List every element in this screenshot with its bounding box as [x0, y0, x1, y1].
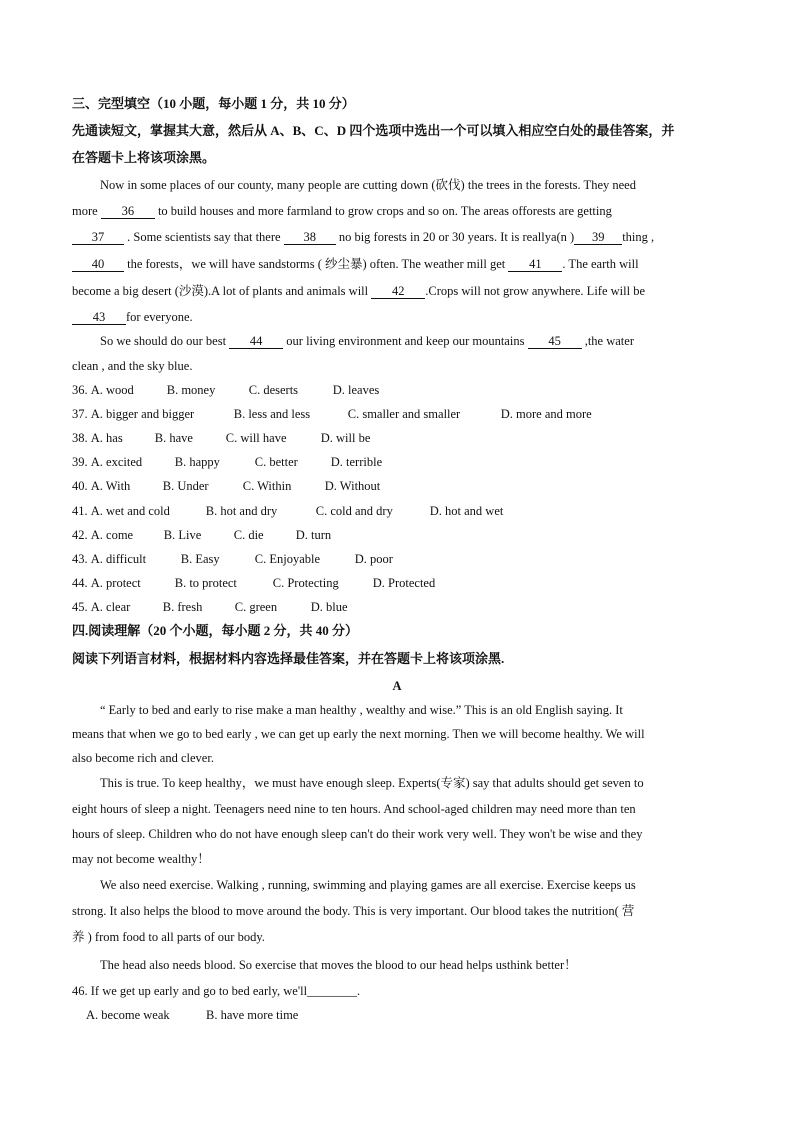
- option-a[interactable]: A. wood: [90, 383, 134, 397]
- option-b[interactable]: B. have: [154, 431, 193, 445]
- section3-instruction: 先通读短文，掌握其大意，然后从 A、B、C、D 四个选项中选出一个可以填入相应空白处的最佳答案，并: [72, 123, 675, 138]
- option-d[interactable]: D. Protected: [372, 576, 436, 590]
- option-a[interactable]: A. excited: [90, 455, 143, 469]
- option-a[interactable]: A. has: [90, 431, 123, 445]
- option-c[interactable]: C. better: [254, 455, 298, 469]
- option-d[interactable]: D. leaves: [332, 383, 380, 397]
- option-row: 41. A. wet and cold B. hot and dry C. cold and dry D. hot and wet: [72, 504, 504, 518]
- option-row: 43. A. difficult B. Easy C. Enjoyable D. poor: [72, 552, 393, 566]
- option-d[interactable]: D. terrible: [330, 455, 383, 469]
- section4-heading: 四.阅读理解（20 个小题，每小题 2 分，共 40 分）: [72, 623, 359, 638]
- option-c[interactable]: C. die: [233, 528, 264, 542]
- cloze-line: 37 . Some scientists say that there 38 no big forests in 20 or 30 years. It is reallya(n ) 39 thing ,: [72, 229, 722, 245]
- option-c[interactable]: C. smaller and smaller: [347, 407, 461, 421]
- option-b[interactable]: B. money: [166, 383, 216, 397]
- option-c[interactable]: C. Within: [242, 479, 292, 493]
- option-a[interactable]: A. come: [90, 528, 134, 542]
- cloze-line: 40 the forests，we will have sandstorms ( 纱尘暴) often. The weather mill get 41 . The earth will: [72, 256, 722, 272]
- passage-line: also become rich and clever.: [72, 751, 214, 765]
- option-a[interactable]: A. With: [90, 479, 131, 493]
- option-a[interactable]: A. bigger and bigger: [90, 407, 195, 421]
- passage-line: may not become wealthy！: [72, 852, 210, 866]
- option-b[interactable]: B. Live: [163, 528, 202, 542]
- blank-37: 37: [72, 231, 124, 245]
- option-row: 36. A. wood B. money C. deserts D. leaves: [72, 383, 380, 397]
- cloze-line: 43 for everyone.: [72, 309, 722, 325]
- passage-line: hours of sleep. Children who do not have enough sleep can't do their work very well. They won't be wise and they: [72, 827, 643, 841]
- passage-line: The head also needs blood. So exercise that moves the blood to our head helps usthink better！: [100, 958, 577, 972]
- cloze-line: Now in some places of our county, many people are cutting down (砍伐) the trees in the forests. They need: [100, 178, 636, 192]
- option-a[interactable]: A. become weak: [86, 1008, 170, 1022]
- option-row: 37. A. bigger and bigger B. less and less C. smaller and smaller D. more and more: [72, 407, 592, 421]
- option-d[interactable]: D. hot and wet: [429, 504, 504, 518]
- option-b[interactable]: B. Under: [162, 479, 209, 493]
- option-c[interactable]: C. cold and dry: [315, 504, 393, 518]
- option-row: 45. A. clear B. fresh C. green D. blue: [72, 600, 348, 614]
- option-b[interactable]: B. to protect: [174, 576, 237, 590]
- option-row: 40. A. With B. Under C. Within D. Without: [72, 479, 381, 493]
- option-a[interactable]: A. clear: [90, 600, 131, 614]
- blank-43: 43: [72, 311, 126, 325]
- option-row: [86, 1007, 736, 1023]
- question-46: 46. If we get up early and go to bed early, we'll________.: [72, 984, 361, 998]
- option-d[interactable]: D. more and more: [500, 407, 592, 421]
- option-d[interactable]: D. blue: [310, 600, 348, 614]
- blank-36: 36: [101, 205, 155, 219]
- passage-line: This is true. To keep healthy，we must have enough sleep. Experts(专家) say that adults should get seven to: [100, 776, 644, 790]
- passage-line: 养 ) from food to all parts of our body.: [72, 930, 265, 944]
- option-a[interactable]: A. difficult: [90, 552, 147, 566]
- option-b[interactable]: B. Easy: [180, 552, 220, 566]
- option-row: 44. A. protect B. to protect C. Protecting D. Protected: [72, 576, 436, 590]
- passage-line: “ Early to bed and early to rise make a man healthy , wealthy and wise.” This is an old English saying. It: [100, 703, 623, 717]
- option-b[interactable]: B. happy: [174, 455, 220, 469]
- option-c[interactable]: C. green: [234, 600, 278, 614]
- option-row: 38. A. has B. have C. will have D. will be: [72, 431, 371, 445]
- cloze-line: So we should do our best 44 our living environment and keep our mountains 45 ,the water: [100, 334, 634, 348]
- option-row: 42. A. come B. Live C. die D. turn: [72, 528, 332, 542]
- option-d[interactable]: D. Without: [324, 479, 381, 493]
- blank-45: 45: [528, 335, 582, 349]
- option-row: 39. A. excited B. happy C. better D. terrible: [72, 455, 383, 469]
- option-b[interactable]: B. hot and dry: [205, 504, 278, 518]
- cloze-line: become a big desert (沙漠).A lot of plants and animals will 42 .Crops will not grow anywhere. Life will be: [72, 284, 645, 298]
- passage-line: eight hours of sleep a night. Teenagers need nine to ten hours. And school-aged children may need more than ten: [72, 802, 636, 816]
- cloze-line: more 36 to build houses and more farmland to grow crops and so on. The areas offorests are getting: [72, 204, 612, 218]
- option-d[interactable]: D. will be: [320, 431, 371, 445]
- section3-instruction-cont: 在答题卡上将该项涂黑。: [72, 150, 216, 165]
- passage-line: strong. It also helps the blood to move around the body. This is very important. Our blood takes the nutrition( 营: [72, 904, 635, 918]
- passage-label: A: [392, 679, 402, 693]
- option-b[interactable]: B. have more time: [206, 1008, 299, 1022]
- cloze-line: clean , and the sky blue.: [72, 359, 193, 373]
- option-d[interactable]: D. turn: [295, 528, 332, 542]
- section4-instruction: 阅读下列语言材料，根据材料内容选择最佳答案，并在答题卡上将该项涂黑.: [72, 651, 505, 666]
- blank-38: 38: [284, 231, 336, 245]
- option-c[interactable]: C. deserts: [248, 383, 299, 397]
- blank-40: 40: [72, 258, 124, 272]
- blank-42: 42: [371, 285, 425, 299]
- option-c[interactable]: C. Enjoyable: [254, 552, 321, 566]
- option-b[interactable]: B. fresh: [162, 600, 203, 614]
- passage-line: means that when we go to bed early , we can get up early the next morning. Then we will become healthy. We will: [72, 727, 645, 741]
- option-b[interactable]: B. less and less: [233, 407, 311, 421]
- option-a[interactable]: A. wet and cold: [90, 504, 170, 518]
- blank-41: 41: [508, 258, 562, 272]
- blank-44: 44: [229, 335, 283, 349]
- passage-line: We also need exercise. Walking , running, swimming and playing games are all exercise. Exercise keeps us: [100, 878, 636, 892]
- option-c[interactable]: C. will have: [225, 431, 287, 445]
- option-a[interactable]: A. protect: [90, 576, 141, 590]
- blank-39: 39: [574, 231, 622, 245]
- option-c[interactable]: C. Protecting: [272, 576, 339, 590]
- section3-heading: 三、完型填空（10 小题，每小题 1 分，共 10 分）: [72, 96, 355, 111]
- option-d[interactable]: D. poor: [354, 552, 393, 566]
